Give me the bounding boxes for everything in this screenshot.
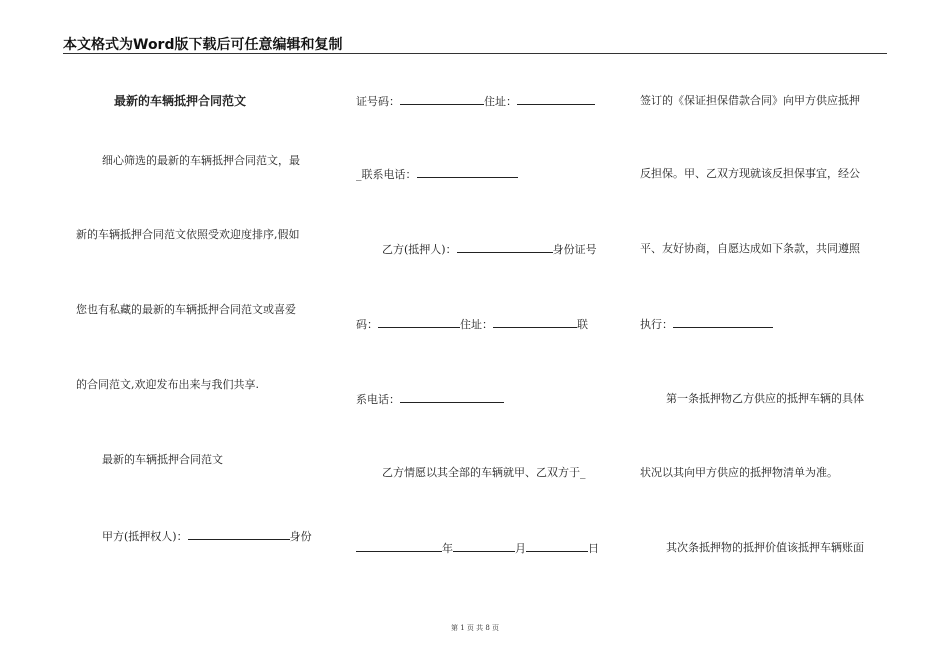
- id-number-blank: [378, 317, 460, 328]
- phone-label: _联系电话：: [356, 168, 417, 181]
- execute-line: [640, 317, 882, 332]
- page-number: 第 1 页 共 8 页: [450, 624, 500, 632]
- code-address-line: [356, 317, 608, 332]
- execute-label: 执行：: [640, 318, 673, 331]
- paragraph-line: 新的车辆抵押合同范文依照受欢迎度排序,假如: [76, 228, 300, 241]
- id-number-blank: [400, 94, 484, 105]
- phone-blank: [400, 392, 504, 403]
- id-label-fragment: 身份: [289, 530, 312, 543]
- paragraph-line: 细心筛选的最新的车辆抵押合同范文，最: [102, 154, 300, 167]
- phone-line: [356, 167, 608, 182]
- column-right: [640, 0, 882, 640]
- paragraph-line: 最新的车辆抵押合同范文: [102, 453, 223, 466]
- paragraph-line: 其次条抵押物的抵押价值该抵押车辆账面: [666, 541, 864, 554]
- paragraph-line: 的合同范文,欢迎发布出来与我们共享.: [76, 378, 259, 391]
- party-b-label: 乙方(抵押人)：: [382, 243, 457, 256]
- party-b-name-blank: [457, 242, 553, 253]
- address-blank: [517, 94, 595, 105]
- day-label: 日: [588, 542, 599, 555]
- phone-label: 系电话：: [356, 393, 400, 406]
- day-blank: [526, 541, 588, 552]
- phone-line: [356, 392, 608, 407]
- year-blank: [356, 541, 442, 552]
- paragraph-line: 乙方情愿以其全部的车辆就甲、乙双方于_: [382, 466, 586, 479]
- contract-title: 最新的车辆抵押合同范文: [114, 94, 247, 108]
- column-middle: [356, 0, 608, 640]
- month-blank: [453, 541, 515, 552]
- address-label: 住址：: [484, 95, 517, 108]
- column-left: [76, 0, 322, 640]
- date-line: [356, 541, 608, 556]
- month-label: 月: [515, 542, 526, 555]
- paragraph-line: 反担保。甲、乙双方现就该反担保事宜，经公: [640, 167, 860, 180]
- address-label: 住址：: [460, 318, 493, 331]
- paragraph-line: 签订的《保证担保借款合同》向甲方供应抵押: [640, 94, 860, 107]
- code-label: 码：: [356, 318, 378, 331]
- party-b-line: [356, 242, 608, 257]
- document-header-title: 本文格式为Word版下载后可任意编辑和复制: [63, 37, 343, 53]
- paragraph-line: 平、友好协商，自愿达成如下条款，共同遵照: [640, 242, 860, 255]
- id-number-label: 证号码：: [356, 95, 400, 108]
- year-label: 年: [442, 542, 453, 555]
- phone-blank: [417, 167, 518, 178]
- contact-label-fragment: 联: [577, 318, 588, 331]
- paragraph-line: 状况以其向甲方供应的抵押物清单为准。: [640, 466, 838, 479]
- id-label-fragment: 身份证号: [552, 243, 597, 256]
- paragraph-line: 您也有私藏的最新的车辆抵押合同范文或喜爱: [76, 303, 296, 316]
- address-blank: [493, 317, 577, 328]
- execute-blank: [673, 317, 773, 328]
- party-a-label: 甲方(抵押权人)：: [102, 530, 188, 543]
- id-address-line: [356, 94, 608, 109]
- party-a-line: [76, 529, 322, 544]
- party-a-name-blank: [188, 529, 290, 540]
- paragraph-line: 第一条抵押物乙方供应的抵押车辆的具体: [666, 392, 864, 405]
